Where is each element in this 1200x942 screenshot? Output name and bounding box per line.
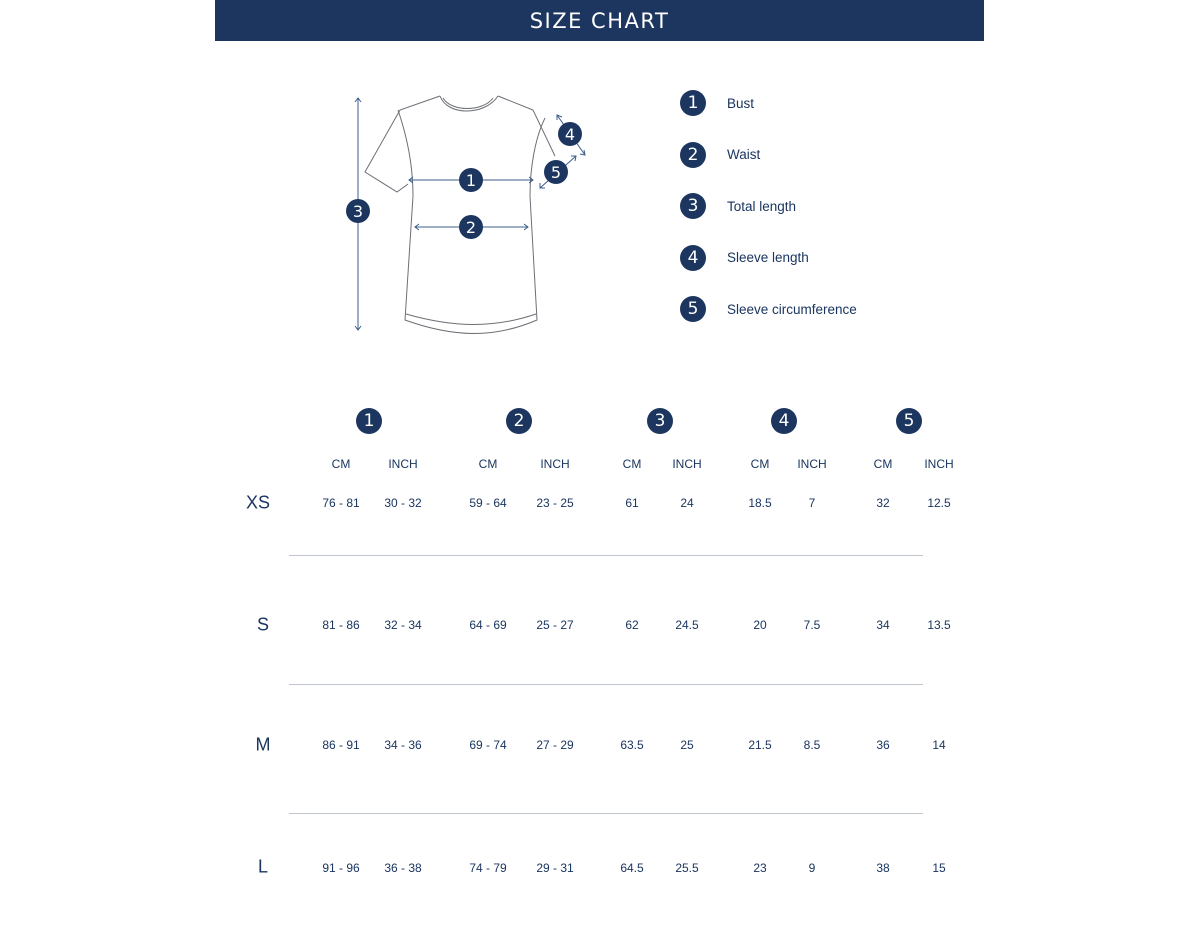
table-cell: 9 bbox=[808, 861, 816, 875]
row-divider bbox=[289, 813, 923, 814]
measurement-legend bbox=[680, 90, 857, 348]
table-cell: 36 bbox=[876, 738, 890, 752]
page-title: SIZE CHART bbox=[529, 8, 670, 33]
diagram-marker-1 bbox=[459, 168, 483, 192]
tshirt-diagram bbox=[335, 88, 595, 338]
svg-text:5: 5 bbox=[550, 163, 562, 182]
table-cell: 8.5 bbox=[803, 738, 821, 752]
svg-text:2: 2 bbox=[465, 218, 477, 237]
legend-item-sleeve-length bbox=[680, 245, 857, 271]
legend-label: Sleeve circumference bbox=[727, 301, 857, 317]
size-label: XS bbox=[245, 492, 271, 513]
size-label: M bbox=[255, 734, 271, 755]
legend-item-bust bbox=[680, 90, 857, 116]
table-cell: 23 - 25 bbox=[536, 496, 574, 510]
table-cell: 69 - 74 bbox=[469, 738, 507, 752]
table-cell: 25.5 bbox=[675, 861, 699, 875]
table-cell: 23 bbox=[753, 861, 767, 875]
unit-header: CM bbox=[873, 457, 893, 471]
table-cell: 32 bbox=[876, 496, 890, 510]
unit-header: INCH bbox=[924, 457, 954, 471]
svg-text:4: 4 bbox=[564, 125, 576, 144]
table-cell: 20 bbox=[753, 618, 767, 632]
table-cell: 25 bbox=[680, 738, 694, 752]
legend-label: Bust bbox=[727, 95, 755, 111]
size-label: L bbox=[257, 856, 269, 877]
table-cell: 74 - 79 bbox=[469, 861, 507, 875]
table-cell: 64 - 69 bbox=[469, 618, 507, 632]
number-badge: 2 bbox=[680, 142, 706, 168]
unit-header: CM bbox=[750, 457, 770, 471]
number-badge: 4 bbox=[680, 245, 706, 271]
column-badge-total-length: 3 bbox=[647, 408, 673, 434]
svg-text:3: 3 bbox=[352, 202, 364, 221]
diagram-marker-5 bbox=[544, 160, 568, 184]
table-cell: 13.5 bbox=[927, 618, 951, 632]
legend-label: Waist bbox=[727, 147, 761, 162]
svg-text:1: 1 bbox=[465, 171, 477, 190]
table-cell: 59 - 64 bbox=[469, 496, 507, 510]
legend-label: Total length bbox=[727, 198, 797, 214]
unit-header: INCH bbox=[797, 457, 827, 471]
unit-header: CM bbox=[622, 457, 642, 471]
row-divider bbox=[289, 684, 923, 685]
row-divider bbox=[289, 555, 923, 556]
table-cell: 81 - 86 bbox=[322, 618, 360, 632]
table-cell: 61 bbox=[625, 496, 639, 510]
table-cell: 62 bbox=[625, 618, 639, 632]
measurement-lines bbox=[352, 98, 585, 330]
unit-header: INCH bbox=[672, 457, 702, 471]
table-cell: 7.5 bbox=[803, 618, 821, 632]
table-cell: 14 bbox=[932, 738, 946, 752]
table-cell: 25 - 27 bbox=[536, 618, 574, 632]
tshirt-outline bbox=[365, 96, 555, 334]
table-cell: 34 - 36 bbox=[384, 738, 422, 752]
number-badge: 3 bbox=[680, 193, 706, 219]
number-badge: 1 bbox=[680, 90, 706, 116]
table-cell: 86 - 91 bbox=[322, 738, 360, 752]
table-cell: 38 bbox=[876, 861, 890, 875]
diagram-marker-3 bbox=[346, 199, 370, 223]
table-cell: 27 - 29 bbox=[536, 738, 574, 752]
unit-header: CM bbox=[478, 457, 498, 471]
table-cell: 29 - 31 bbox=[536, 861, 574, 875]
column-badge-waist: 2 bbox=[506, 408, 532, 434]
size-label: S bbox=[256, 614, 270, 635]
table-cell: 12.5 bbox=[927, 496, 951, 510]
table-cell: 15 bbox=[932, 861, 946, 875]
legend-item-waist bbox=[680, 142, 857, 168]
column-badge-sleeve-circumference: 5 bbox=[896, 408, 922, 434]
legend-label: Sleeve length bbox=[727, 250, 809, 265]
legend-item-total-length bbox=[680, 193, 857, 219]
table-cell: 64.5 bbox=[620, 861, 644, 875]
diagram-marker-4 bbox=[558, 122, 582, 146]
table-cell: 32 - 34 bbox=[384, 618, 422, 632]
column-badge-bust: 1 bbox=[356, 408, 382, 434]
legend-item-sleeve-circumference bbox=[680, 296, 857, 322]
table-cell: 18.5 bbox=[748, 496, 772, 510]
table-cell: 91 - 96 bbox=[322, 861, 360, 875]
unit-header: INCH bbox=[388, 457, 418, 471]
table-cell: 76 - 81 bbox=[322, 496, 360, 510]
table-cell: 63.5 bbox=[620, 738, 644, 752]
table-cell: 24.5 bbox=[675, 618, 699, 632]
unit-header: INCH bbox=[540, 457, 570, 471]
number-badge: 5 bbox=[680, 296, 706, 322]
table-cell: 30 - 32 bbox=[384, 496, 422, 510]
diagram-marker-2 bbox=[459, 215, 483, 239]
size-chart-header bbox=[215, 0, 984, 41]
column-badge-sleeve-length: 4 bbox=[771, 408, 797, 434]
table-cell: 34 bbox=[876, 618, 890, 632]
unit-header: CM bbox=[331, 457, 351, 471]
table-cell: 21.5 bbox=[748, 738, 772, 752]
table-cell: 36 - 38 bbox=[384, 861, 422, 875]
table-cell: 24 bbox=[680, 496, 694, 510]
table-cell: 7 bbox=[808, 496, 816, 510]
